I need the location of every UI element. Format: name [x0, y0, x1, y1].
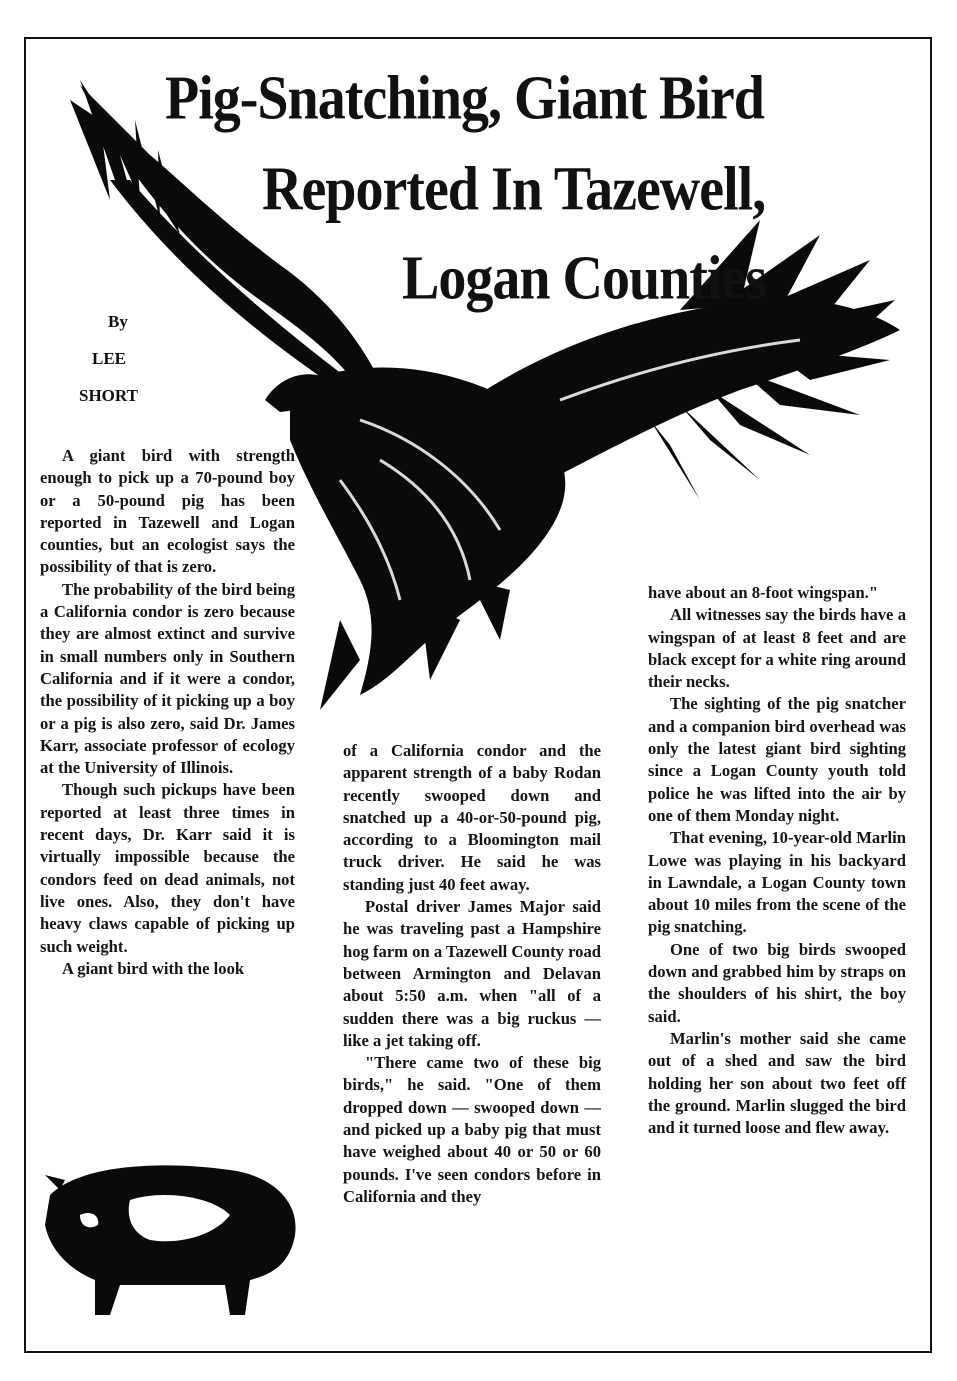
paragraph: "There came two of these big birds," he said. "One of them dropped down — swooped down — and picked up a baby pig that must have weighed about 40 or 50 or 60 pounds. I've seen condors before in California and they — [343, 1053, 601, 1206]
paragraph: A giant bird with strength enough to pick up a 70-pound boy or a 50-pound pig has been reported in Tazewell and Logan counties, but an ecologist says the possibility of that is zero. — [40, 446, 295, 577]
paragraph: All witnesses say the birds have a wingspan of at least 8 feet and are black except for a white ring around their necks. — [648, 605, 906, 692]
paragraph: Marlin's mother said she came out of a shed and saw the bird holding her son about two feet off the ground. Marlin slugged the bird and it turned loose and flew away. — [648, 1028, 906, 1138]
article-column-2 — [343, 740, 601, 1208]
byline-by: By — [108, 312, 128, 331]
byline-first-name: LEE — [92, 349, 127, 368]
article-column-3 — [648, 582, 906, 1139]
paragraph: Postal driver James Major said he was traveling past a Hampshire hog farm on a Tazewell County road between Armington and Delavan about 5:50 a.m. when "all of a sudden there was a big ruckus — like a jet taking off. — [343, 897, 601, 1050]
paragraph: of a California condor and the apparent strength of a baby Rodan recently swooped down and snatched up a 40-or-50-pound pig, according to a Bloomington mail truck driver. He said he was standing just 40 feet away. — [343, 741, 601, 894]
headline-line-1: Pig-Snatching, Giant Bird — [165, 63, 764, 134]
headline-line-3: Logan Counties — [402, 243, 767, 314]
byline-last-name: SHORT — [79, 386, 138, 405]
headline-line-2: Reported In Tazewell, — [262, 154, 766, 225]
paragraph: A giant bird with the look — [62, 958, 245, 978]
paragraph: One of two big birds swooped down and grabbed him by straps on the shoulders of his shirt, the boy said. — [648, 939, 906, 1026]
paragraph: have about an 8-foot wingspan." — [648, 583, 879, 602]
article-column-1 — [40, 445, 295, 980]
paragraph: The probability of the bird being a California condor is zero because they are almost extinct and survive in small numbers only in Southern California and if it were a condor, the possibility of it picking up a boy or a pig is also zero, said Dr. James Karr, associate professor of ecology at the University of Illinois. — [40, 579, 295, 778]
paragraph: The sighting of the pig snatcher and a companion bird overhead was only the latest giant bird sighting since a Logan County youth told police he was lifted into the air by one of them Monday night. — [648, 694, 906, 825]
paragraph: That evening, 10-year-old Marlin Lowe was playing in his backyard in Lawndale, a Logan County town about 10 miles from the scene of the pig snatching. — [648, 828, 906, 937]
paragraph: Though such pickups have been reported at least three times in recent days, Dr. Karr said it is virtually impossible because the condors feed on dead animals, not live ones. Also, they don't have heavy claws capable of picking up such weight. — [40, 780, 295, 956]
pig-illustration — [40, 1155, 310, 1325]
